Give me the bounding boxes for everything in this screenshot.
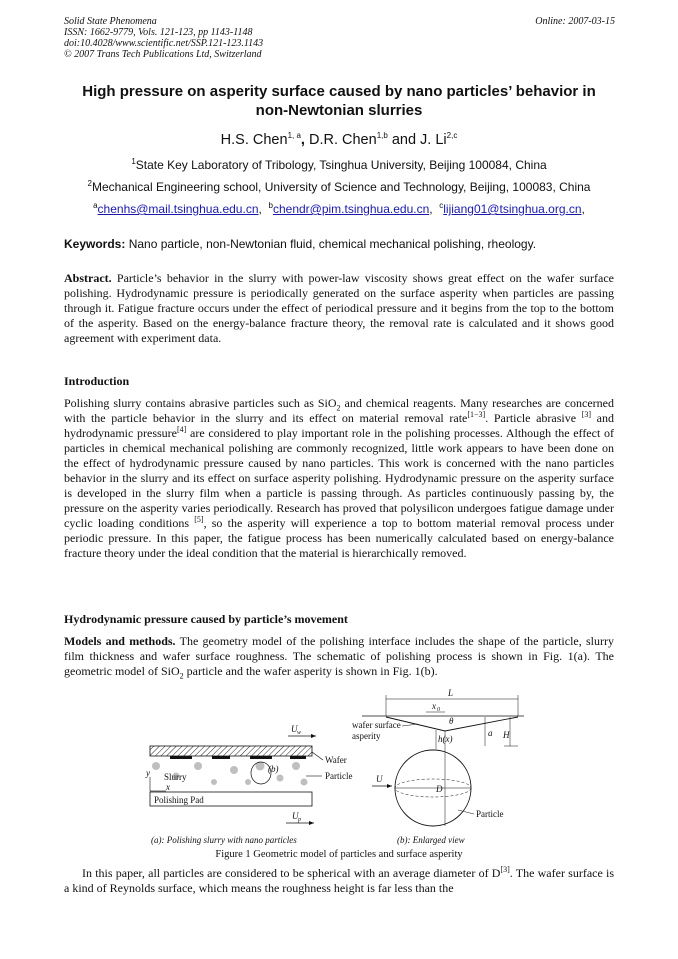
author-sep: , [300, 132, 305, 148]
wafer-label: Wafer [325, 755, 347, 765]
particle-dot [152, 762, 160, 770]
author-2-sup: 1,b [376, 131, 388, 141]
asperity-1 [170, 756, 192, 759]
svg-text:0: 0 [437, 707, 440, 713]
final-paragraph [64, 866, 614, 896]
particle-leader-b [458, 810, 474, 814]
aff-2-text: Mechanical Engineering school, University of Science and Technology, Beijing, 100083, China [91, 180, 591, 194]
email-a-link[interactable]: chenhs@mail.tsinghua.edu.cn [97, 202, 259, 216]
section-2-sub-1: 2 [179, 671, 184, 681]
figure-1-caption: Figure 1 Geometric model of particles and surface asperity [215, 849, 463, 860]
x0-label [431, 701, 440, 713]
intro-text-4: and hydrodynamic pressure [64, 411, 614, 440]
section-2-text-1: The geometry model of the polishing interface includes the shape of the particle, slurry film thickness and wafer surface roughness. The schematic of polishing process is shown in Fig. 1(a). The geometric model of SiO [64, 634, 614, 678]
uw-arrowhead [311, 734, 316, 738]
email-b-link[interactable]: chendr@pim.tsinghua.edu.cn [272, 202, 430, 216]
title-line-2: non-Newtonian slurries [255, 102, 423, 119]
affiliation-2 [60, 180, 618, 194]
email-b-sup: b [268, 201, 273, 210]
asperity-2 [212, 756, 230, 759]
email-line [60, 202, 618, 216]
L-label: L [448, 688, 454, 698]
hx-label: h(x) [438, 734, 453, 744]
H-label: H [503, 730, 510, 740]
email-a-sup: a [93, 201, 98, 210]
aff-1-sup: 1 [131, 157, 136, 166]
U-label: U [376, 774, 383, 784]
journal-issn: ISSN: 1662-9779, Vols. 121-123, pp 1143-1148 [64, 27, 253, 38]
D-label: D [436, 784, 443, 794]
introduction-paragraph [64, 396, 614, 561]
wafer-block [150, 746, 312, 756]
asperity-4 [290, 756, 306, 759]
intro-sub-1: 2 [336, 403, 341, 413]
particle-dot [211, 779, 217, 785]
particle-dot [301, 779, 308, 786]
abstract-text: Particle’s behavior in the slurry with power-law viscosity shows great effect on the wafer surface polishing. Hydrodynamic pressure is periodically generated on the surface asperity when particles are passing through it. Fatigue fracture occurs under the effect of periodical pressure and it begins from the top to the bottom of the asperity. Based on the energy-balance fracture theory, the removal rate is calculated and it shows good agreement with experiment data. [64, 271, 614, 345]
author-2: D.R. Chen [304, 132, 377, 148]
slurry-label: Slurry [164, 772, 187, 782]
uw-label [291, 724, 301, 736]
abstract-label: Abstract. [64, 271, 112, 285]
intro-text-2: and chemical reagents. Many researches are concerned with the particle behavior in the slurry and its effect on material removal rate [64, 396, 614, 425]
keywords [64, 237, 536, 251]
particle-label-a: Particle [325, 771, 353, 781]
wafer-surface-leader [402, 724, 418, 726]
svg-text:p: p [298, 817, 301, 823]
y-axis-label: y [146, 768, 150, 778]
affiliation-1 [60, 158, 618, 172]
final-ref: [3] [500, 865, 510, 874]
svg-text:U: U [291, 724, 298, 734]
section-2-heading: Hydrodynamic pressure caused by particle’s movement [64, 612, 348, 626]
intro-text-5: are considered to play important role in the polishing processes. Although the effect of particles in chemical mechanical polishing are commonly recognized, little work appears to have been done on the effect of hydrodynamic pressure caused by nano particles. This work is concerned with the nano particles behavior in the slurry and its effect on surface asperity polishing. Hydrodynamic pressure on the asperity surface is developed in the slurry film when a particle is passing through. As particles continuously passing by, the pressure on the asperity varies periodically. Research has proved that polysilicon undergoes fatigue damage under cyclic loading conditions [64, 426, 614, 530]
wafer-leader [312, 752, 323, 760]
particle-dot [194, 762, 202, 770]
wafer-surface-label: wafer surface [352, 720, 401, 730]
author-3: and J. Li [387, 132, 447, 148]
detail-b-label: (b) [268, 764, 279, 774]
email-sep-1: , [258, 202, 262, 216]
svg-text:U: U [292, 811, 299, 821]
abstract [64, 271, 614, 346]
email-sep-2: , [429, 202, 433, 216]
author-1: H.S. Chen [220, 132, 288, 148]
U-arrowhead [387, 784, 392, 788]
email-end: , [581, 202, 585, 216]
particle-dot [245, 779, 251, 785]
up-arrowhead [309, 821, 314, 825]
title-line-1: High pressure on asperity surface caused by nano particles’ behavior in [82, 83, 596, 100]
figure-1 [140, 686, 540, 848]
intro-ref-1: [1−3] [467, 410, 486, 419]
pad-label: Polishing Pad [154, 795, 204, 805]
final-text-1: In this paper, all particles are considered to be spherical with an average diameter of D [82, 866, 501, 880]
caption-b: (b): Enlarged view [397, 835, 465, 845]
a-label: a [488, 728, 493, 738]
online-date: Online: 2007-03-15 [535, 16, 615, 27]
figure-1b [352, 688, 524, 845]
asperity-3 [250, 756, 272, 759]
intro-text-6: , so the asperity will experience a top to bottom material removal process under periodic pressure. In this paper, the fatigue process has been numerically calculated based on energy-balance fracture theory under the ideal condition that the material is hierarchically removed. [64, 516, 614, 560]
final-text-2: . The wafer surface is a kind of Reynolds surface, which means the roughness height is far less than the [64, 866, 615, 895]
keywords-label: Keywords: [64, 237, 126, 251]
introduction-heading: Introduction [64, 374, 130, 388]
particle-label-b: Particle [476, 809, 504, 819]
journal-header [64, 16, 263, 60]
section-2-paragraph [64, 634, 614, 679]
intro-text-3: . Particle abrasive [485, 411, 582, 425]
theta-label: θ [449, 716, 454, 726]
caption-a: (a): Polishing slurry with nano particles [151, 835, 297, 845]
svg-text:x: x [432, 701, 436, 711]
aff-1-text: State Key Laboratory of Tribology, Tsinghua University, Beijing 100084, China [135, 158, 547, 172]
intro-ref-3: [4] [177, 425, 187, 434]
up-label [292, 811, 301, 823]
authors [60, 132, 618, 148]
aff-2-sup: 2 [87, 179, 92, 188]
author-3-sup: 2,c [446, 131, 458, 141]
journal-doi: doi:10.4028/www.scientific.net/SSP.121-123.1143 [64, 38, 264, 49]
models-methods-label: Models and methods. [64, 634, 176, 648]
intro-ref-4: [5] [194, 515, 204, 524]
particle-dot [277, 775, 284, 782]
particle-dot [292, 762, 300, 770]
x-axis-label: x [166, 782, 170, 792]
author-1-sup: 1, a [287, 131, 301, 141]
particle-dot [230, 766, 238, 774]
figure-1a [145, 724, 353, 845]
intro-ref-2: [3] [581, 410, 592, 419]
asperity-label: asperity [352, 731, 381, 741]
journal-name: Solid State Phenomena [64, 16, 157, 27]
journal-copyright: © 2007 Trans Tech Publications Ltd, Switzerland [64, 49, 262, 60]
paper-title [60, 82, 618, 120]
svg-text:w: w [297, 730, 302, 736]
intro-text-1: Polishing slurry contains abrasive particles such as SiO [64, 396, 337, 410]
email-c-sup: c [439, 201, 444, 210]
section-2-text-2: particle and the wafer asperity is shown in Fig. 1(b). [183, 664, 438, 678]
keywords-text: Nano particle, non-Newtonian fluid, chemical mechanical polishing, rheology. [125, 237, 537, 251]
email-c-link[interactable]: lijiang01@tsinghua.org.cn [443, 202, 582, 216]
